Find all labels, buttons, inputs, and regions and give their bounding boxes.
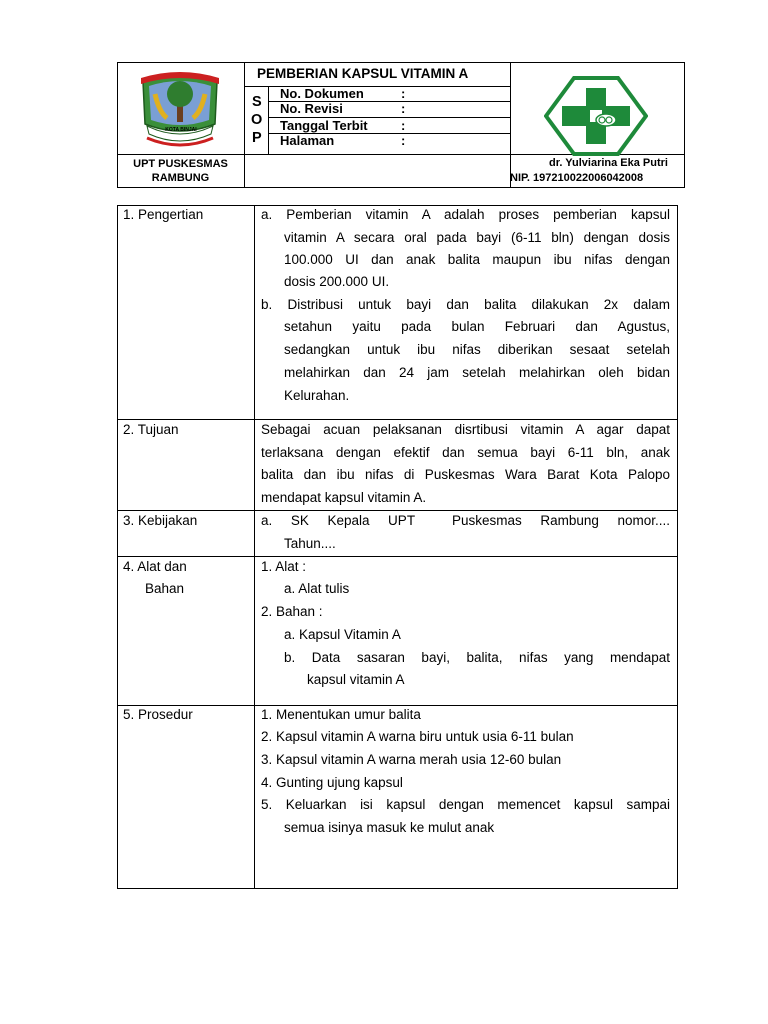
text-line: 1. Alat : [261,559,307,574]
table-col-divider [254,205,255,889]
row-label-kebijakan: 3. Kebijakan [123,513,198,528]
row-label-prosedur: 5. Prosedur [123,707,193,722]
field-label-no-dokumen: No. Dokumen [280,86,364,101]
field-sep: : [401,133,406,148]
text-line: 2. Kapsul vitamin A warna biru untuk usia 6-11 bulan [261,729,574,744]
sop-letter: S [252,94,262,110]
text-line: a. Pemberian vitamin A adalah proses pemberian kapsul [261,207,670,222]
text-line: a. SK Kepala UPT Puskesmas Rambung nomor.... [261,513,670,528]
document-title: PEMBERIAN KAPSUL VITAMIN A [257,66,469,81]
field-label-tanggal-terbit: Tanggal Terbit [280,118,368,133]
header-divider [510,62,511,188]
table-row-divider [117,510,678,511]
field-label-halaman: Halaman [280,133,335,148]
text-line: terlaksana dengan efektif dan semua bayi 6-11 bln, anak [261,445,670,460]
logo-text: KOTA BINJAI [165,127,197,133]
field-sep: : [401,118,406,133]
text-line: melahirkan dan 24 jam setelah melahirkan oleh bidan [284,365,670,380]
text-line: Kelurahan. [284,388,350,403]
table-row-divider [117,705,678,706]
text-line: semua isinya masuk ke mulut anak [284,820,495,835]
signer-name: dr. Yulviarina Eka Putri [548,157,668,169]
field-label-no-revisi: No. Revisi [280,101,343,116]
text-line: kapsul vitamin A [307,672,405,687]
text-line: 5. Keluarkan isi kapsul dengan memencet kapsul sampai [261,797,670,812]
row-label-pengertian: 1. Pengertian [123,207,204,222]
text-line: 1. Menentukan umur balita [261,707,421,722]
puskesmas-logo [544,76,648,156]
field-sep: : [401,101,406,116]
text-line: mendapat kapsul vitamin A. [261,490,427,505]
text-line: 3. Kapsul vitamin A warna merah usia 12-60 bulan [261,752,562,767]
org-line: UPT PUSKESMAS [133,158,228,170]
text-line: a. Alat tulis [284,581,350,596]
text-line: 100.000 UI dan anak balita maupun ibu nifas dengan [284,252,670,267]
text-line: b. Distribusi untuk bayi dan balita dilakukan 2x dalam [261,297,670,312]
text-line: balita dan ibu nifas di Puskesmas Wara Barat Kota Palopo [261,467,670,482]
header-divider [244,62,245,188]
row-label-alat-dan-bahan: 4. Alat dan [123,559,187,574]
text-line: 2. Bahan : [261,604,323,619]
row-label-tujuan: 2. Tujuan [123,422,179,437]
org-line: RAMBUNG [151,172,210,184]
text-line: vitamin A secara oral pada bayi (6-11 bln) dengan dosis [284,230,670,245]
org-name [117,157,244,185]
text-line: a. Kapsul Vitamin A [284,627,401,642]
sop-letter: P [252,130,262,146]
row-label-alat-dan-bahan: Bahan [145,581,185,596]
signer-nip: NIP. 197210022006042008 [510,172,644,184]
text-line: Sebagai acuan pelaksanan disrtibusi vitamin A agar dapat [261,422,670,437]
field-sep: : [401,86,406,101]
sop-letter: O [251,112,263,128]
table-row-divider [117,556,678,557]
text-line: setahun yaitu pada bulan Februari dan Agustus, [284,319,670,334]
table-row-divider [117,419,678,420]
text-line: 4. Gunting ujung kapsul [261,775,403,790]
text-line: b. Data sasaran bayi, balita, nifas yang mendapat [284,650,670,665]
text-line: dosis 200.000 UI. [284,274,390,289]
text-line: sedangkan untuk ibu nifas diberikan sesaat setelah [284,342,670,357]
text-line: Tahun.... [284,536,336,551]
kota-binjai-logo [137,68,223,152]
header-divider [268,86,269,154]
